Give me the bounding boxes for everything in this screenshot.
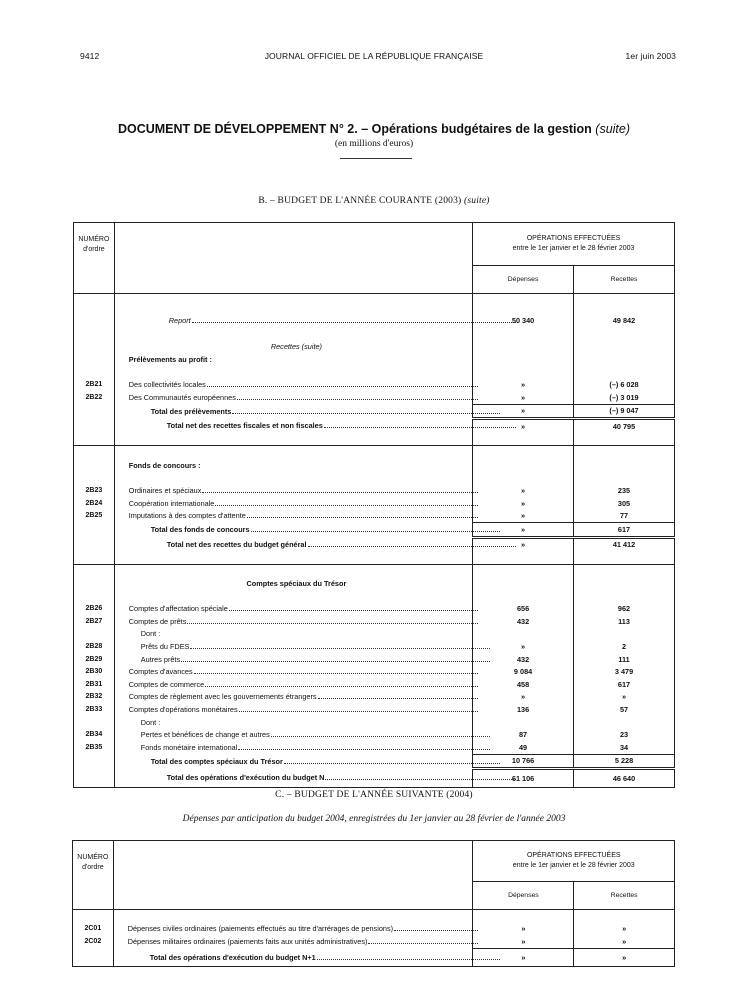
total-speciaux-row (74, 754, 675, 769)
document-title (0, 122, 748, 136)
table-row (74, 497, 675, 510)
total-net-fiscales-label: Total net des recettes fiscales et non fiscales (166, 421, 323, 431)
unit-note: (en millions d'euros) (334, 139, 414, 149)
comptes-speciaux-heading: Comptes spéciaux du Trésor (246, 579, 347, 589)
row-number: 2B26 (74, 602, 115, 615)
total-prelevements-label: Total des prélèvements (150, 406, 232, 416)
total-execution-row (74, 769, 675, 788)
row-label: Dont : (140, 629, 161, 639)
row-depenses: » (473, 391, 574, 404)
row-number: 2B31 (74, 678, 115, 691)
row-depenses: 136 (473, 703, 574, 716)
total-execution-dep: 61 106 (473, 769, 574, 788)
row-recettes: 57 (619, 705, 629, 715)
row-recettes: 111 (618, 654, 630, 664)
numero-label-c: NUMÉRO (77, 854, 109, 861)
table-row (74, 716, 675, 729)
section-c-table (72, 840, 675, 967)
total-speciaux-rec: 5 228 (574, 754, 675, 769)
row-label: Comptes d'opérations monétaires (128, 705, 238, 715)
total-prelevements-row (74, 404, 675, 419)
row-depenses: 432 (473, 615, 574, 628)
row-depenses: 49 (473, 741, 574, 754)
row-label: Comptes d'affectation spéciale (128, 604, 228, 614)
row-number: 2C01 (73, 923, 114, 936)
row-depenses: » (473, 691, 574, 704)
row-depenses: » (473, 484, 574, 497)
report-rec: 49 842 (612, 315, 636, 325)
total-execution-label: Total des opérations d'exécution du budget N (166, 773, 325, 783)
table-row (74, 678, 675, 691)
row-recettes: » (622, 924, 627, 934)
recettes-header: Recettes (574, 265, 675, 293)
row-recettes: 617 (617, 679, 631, 689)
ordre-label-c: d'ordre (82, 864, 104, 871)
total-prelevements-dep: » (473, 404, 574, 419)
row-label: Comptes de commerce (128, 679, 205, 689)
page-number: 9412 (80, 51, 100, 61)
row-label: Dépenses civiles ordinaires (paiements effectués au titre d'arrérages de pensions) (127, 924, 394, 934)
title-suffix: (suite) (595, 122, 631, 136)
ordre-label: d'ordre (83, 246, 105, 253)
total-c-rec: » (574, 948, 675, 967)
row-depenses: 432 (473, 653, 574, 666)
numero-label: NUMÉRO (78, 236, 110, 243)
row-depenses: 458 (473, 678, 574, 691)
section-c-note: Dépenses par anticipation du budget 2004, enregistrées du 1er janvier au 28 février de l'année 2003 (182, 814, 566, 824)
row-number (74, 628, 115, 641)
row-number (74, 716, 115, 729)
row-label: Pertes et bénéfices de change et autres (140, 730, 270, 740)
row-recettes (574, 716, 675, 729)
total-c-row (73, 948, 675, 967)
row-depenses: 656 (473, 602, 574, 615)
row-label: Autres prêts (140, 654, 181, 664)
row-label: Prêts du FDES (140, 642, 190, 652)
row-depenses: » (473, 509, 574, 522)
section-c-title: C. – BUDGET DE L'ANNÉE SUIVANTE (2004) (275, 790, 473, 800)
table-row (74, 728, 675, 741)
row-label: Des Communautés européennes (128, 393, 236, 403)
table-row (74, 691, 675, 704)
operations-label: OPÉRATIONS EFFECTUÉES (526, 234, 621, 242)
row-depenses: » (473, 497, 574, 510)
row-number: 2B24 (74, 497, 115, 510)
table-row (74, 741, 675, 754)
row-recettes: 113 (618, 616, 630, 626)
row-recettes: » (622, 936, 627, 946)
row-label: Dont : (140, 717, 161, 727)
row-label: Coopération internationale (128, 498, 215, 508)
row-number: 2B34 (74, 728, 115, 741)
total-net-general-rec: 41 412 (574, 537, 675, 551)
row-number: 2B28 (74, 640, 115, 653)
operations-header (473, 223, 675, 266)
total-net-fiscales-row (74, 419, 675, 433)
period-label-c: entre le 1er janvier et le 28 février 2003 (512, 862, 635, 870)
row-recettes: 77 (619, 511, 629, 521)
row-label: Imputations à des comptes d'attente (128, 511, 246, 521)
row-label: Comptes de règlement avec les gouvernements étrangers (128, 692, 317, 702)
row-number: 2B29 (74, 653, 115, 666)
total-net-general-dep: » (473, 537, 574, 551)
section-b-title-text: B. – BUDGET DE L'ANNÉE COURANTE (2003) (258, 196, 462, 206)
row-number: 2B25 (74, 509, 115, 522)
row-recettes: 23 (619, 730, 629, 740)
row-depenses (473, 628, 574, 641)
total-execution-rec: 46 640 (574, 769, 675, 788)
total-speciaux-label: Total des comptes spéciaux du Trésor (150, 756, 283, 766)
report-row (74, 314, 675, 327)
journal-name: JOURNAL OFFICIEL DE LA RÉPUBLIQUE FRANÇAISE (264, 51, 484, 61)
row-depenses: » (473, 923, 574, 936)
row-depenses (473, 716, 574, 729)
table-row (74, 378, 675, 391)
row-recettes: 962 (617, 604, 631, 614)
depenses-header-c: Dépenses (473, 882, 574, 910)
row-depenses: » (473, 640, 574, 653)
total-net-fiscales-dep: » (473, 419, 574, 433)
table-row (74, 653, 675, 666)
row-recettes: 305 (617, 498, 631, 508)
row-label: Fonds monétaire international (140, 743, 238, 753)
table-row (73, 923, 675, 936)
row-depenses: » (473, 935, 574, 948)
row-label: Dépenses militaires ordinaires (paiements faits aux unités administratives) (127, 937, 368, 947)
row-label: Des collectivités locales (128, 380, 206, 390)
table-row (74, 509, 675, 522)
prelevements-heading: Prélèvements au profit : (128, 354, 212, 364)
section-b-title (0, 196, 748, 206)
row-number: 2B23 (74, 484, 115, 497)
row-number: 2B27 (74, 615, 115, 628)
total-concours-dep: » (473, 522, 574, 537)
total-c-dep: » (473, 948, 574, 967)
recettes-header-c: Recettes (574, 882, 675, 910)
total-prelevements-rec: (–) 9 047 (574, 404, 675, 419)
row-number: 2B22 (74, 391, 115, 404)
table-row (74, 615, 675, 628)
numero-header-c (73, 841, 114, 910)
table-row (74, 602, 675, 615)
total-concours-label: Total des fonds de concours (150, 525, 250, 535)
row-recettes: » (621, 692, 627, 702)
label-header (114, 223, 472, 294)
total-net-general-label: Total net des recettes du budget général (166, 539, 307, 549)
row-recettes: (–) 3 019 (609, 392, 639, 402)
row-label: Ordinaires et spéciaux (128, 485, 202, 495)
row-recettes: 3 479 (614, 667, 634, 677)
fonds-concours-heading: Fonds de concours : (128, 460, 201, 470)
table-row (74, 665, 675, 678)
total-c-label: Total des opérations d'exécution du budget N+1 (149, 952, 316, 962)
row-depenses: » (473, 378, 574, 391)
section-b-table (73, 222, 675, 788)
row-recettes: (–) 6 028 (609, 380, 639, 390)
section-b-suffix: (suite) (464, 196, 490, 206)
row-depenses: 87 (473, 728, 574, 741)
title-rule (340, 158, 412, 159)
table-row (74, 628, 675, 641)
row-number: 2B30 (74, 665, 115, 678)
table-row (74, 391, 675, 404)
report-label: Report (168, 315, 191, 325)
publication-date: 1er juin 2003 (625, 51, 676, 61)
total-concours-rec: 617 (574, 522, 675, 537)
recettes-suite-heading: Recettes (suite) (270, 342, 322, 352)
total-net-fiscales-rec: 40 795 (574, 419, 675, 433)
row-recettes (574, 628, 675, 641)
row-number: 2B35 (74, 741, 115, 754)
row-label: Comptes de prêts (128, 616, 187, 626)
total-concours-row (74, 522, 675, 537)
total-net-general-row (74, 537, 675, 551)
table-row (74, 640, 675, 653)
report-dep: 50 340 (473, 314, 574, 327)
row-number: 2B32 (74, 691, 115, 704)
table-row (74, 703, 675, 716)
title-text: DOCUMENT DE DÉVELOPPEMENT N° 2. – Opérations budgétaires de la gestion (117, 122, 592, 136)
table-row (74, 484, 675, 497)
depenses-header: Dépenses (473, 265, 574, 293)
period-label: entre le 1er janvier et le 28 février 2003 (512, 244, 635, 252)
row-recettes: 34 (619, 742, 629, 752)
total-speciaux-dep: 10 766 (473, 754, 574, 769)
row-depenses: 9 084 (473, 665, 574, 678)
table-row (73, 935, 675, 948)
row-number: 2C02 (73, 935, 114, 948)
operations-label-c: OPÉRATIONS EFFECTUÉES (526, 852, 621, 860)
row-label: Comptes d'avances (128, 667, 193, 677)
row-number: 2B21 (74, 378, 115, 391)
row-recettes: 2 (621, 642, 627, 652)
row-number: 2B33 (74, 703, 115, 716)
numero-header (74, 223, 115, 294)
row-recettes: 235 (617, 485, 631, 495)
operations-header-c (473, 841, 675, 882)
